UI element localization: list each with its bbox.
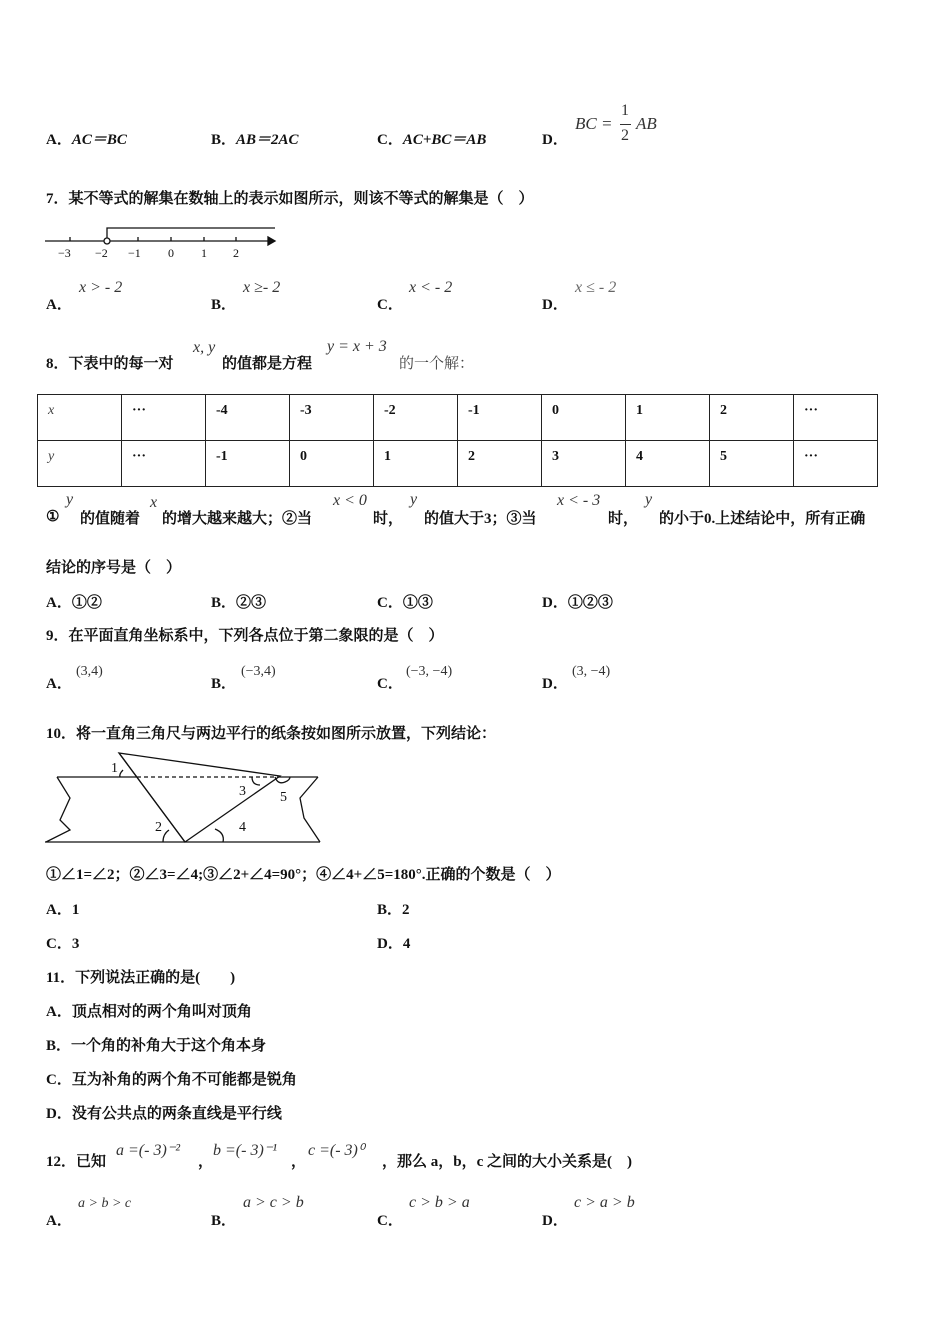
q9-option-d-letter: D． (542, 676, 568, 692)
q12-sep: ， (291, 1154, 307, 1170)
q9-option-a-letter: A． (46, 676, 72, 692)
table-cell: 2 (710, 395, 794, 441)
q6-option-d-rhs: AB (636, 114, 657, 133)
angle-label: 4 (239, 820, 246, 835)
q7-option-d: x ≤ - 2 (575, 279, 617, 296)
q8-option-a: A．①② (46, 595, 102, 611)
q7-option-a: x > - 2 (79, 279, 123, 296)
table-row (38, 441, 878, 487)
q8-text: 的小于0.上述结论中，所有正确 (659, 511, 866, 527)
q9-option-b-letter: B． (211, 676, 237, 692)
q6-option-d-letter: D． (542, 132, 568, 148)
table-cell: ··· (122, 441, 206, 487)
table-cell: ··· (122, 395, 206, 441)
table-cell: 2 (458, 441, 542, 487)
q12-option-a-letter: A． (46, 1213, 72, 1229)
axis-label: 2 (233, 246, 239, 260)
q8-condition: x < - 3 (557, 492, 601, 509)
angle-label: 3 (239, 784, 246, 799)
q11-stem: 11．下列说法正确的是( ) (46, 970, 236, 986)
q8-option-b: B．②③ (211, 595, 267, 611)
q12-b-expr: b =(- 3)⁻¹ (213, 1142, 278, 1159)
angle-label: 5 (280, 790, 287, 805)
q8-stem: 的一个解： (399, 356, 475, 372)
q10-option-b: B．2 (377, 902, 410, 918)
angle-label: 1 (111, 761, 118, 776)
q7-stem: 7．某不等式的解集在数轴上的表示如图所示，则该不等式的解集是（ ） (46, 191, 534, 207)
table-cell: 5 (710, 441, 794, 487)
q8-var: y (645, 491, 653, 508)
q12-option-d-letter: D． (542, 1213, 568, 1229)
table-cell: -4 (206, 395, 290, 441)
q12-stem: ，那么 a，b，c 之间的大小关系是( ) (382, 1154, 632, 1170)
angle-label: 2 (155, 820, 162, 835)
triangle-strip-figure (45, 753, 320, 842)
q12-option-b: a > c > b (243, 1194, 304, 1211)
q8-text: 时， (373, 511, 404, 527)
number-line (45, 228, 275, 245)
q8-var: y (410, 491, 418, 508)
q12-option-b-letter: B． (211, 1213, 237, 1229)
q10-statement: ①∠1=∠2；②∠3=∠4;③∠2+∠4=90°；④∠4+∠5=180°.正确的个数是（ ） (46, 867, 561, 883)
q8-option-d: D．①②③ (542, 595, 613, 611)
table-cell: 4 (626, 441, 710, 487)
q12-option-c: c > b > a (409, 1194, 470, 1211)
q12-a-expr: a =(- 3)⁻² (116, 1142, 181, 1159)
q9-option-b: (−3,4) (241, 664, 276, 679)
axis-label: −3 (58, 246, 71, 260)
q8-text: 时， (608, 511, 639, 527)
q11-option-b: B．一个角的补角大于这个角本身 (46, 1038, 267, 1054)
q8-condition: x < 0 (333, 492, 367, 509)
q12-option-c-letter: C． (377, 1213, 403, 1229)
q8-stem: 8．下表中的每一对 (46, 356, 174, 372)
q9-option-a: (3,4) (76, 664, 103, 679)
q12-stem: 12．已知 (46, 1154, 107, 1170)
q8-text: 的值随着 (80, 511, 141, 527)
q8-stem: 的值都是方程 (222, 356, 313, 372)
table-cell: -3 (290, 395, 374, 441)
q12-sep: ， (198, 1154, 214, 1170)
table-cell: x (38, 395, 122, 441)
q6-option-c: C．AC+BC＝AB (377, 132, 487, 148)
q12-option-a: a > b > c (78, 1196, 132, 1211)
table-cell: 0 (542, 395, 626, 441)
q12-option-d: c > a > b (574, 1194, 635, 1211)
q6-option-d-den: 2 (621, 127, 629, 144)
q9-option-d: (3, −4) (572, 664, 611, 679)
q8-var: x (150, 494, 158, 511)
q7-option-b: x ≥- 2 (243, 279, 281, 296)
q8-option-c: C．①③ (377, 595, 433, 611)
q6-option-b: B．AB＝2AC (211, 132, 299, 148)
q8-text: 的值大于3；③当 (424, 511, 537, 527)
table-cell: ··· (794, 395, 878, 441)
q11-option-a: A．顶点相对的两个角叫对顶角 (46, 1004, 252, 1020)
q10-stem: 10．将一直角三角尺与两边平行的纸条按如图所示放置，下列结论： (46, 726, 497, 742)
q6-option-a: A．AC＝BC (46, 132, 127, 148)
q12-c-expr: c =(- 3)⁰ (308, 1142, 365, 1159)
q8-var: y (66, 491, 74, 508)
table-cell: -2 (374, 395, 458, 441)
q8-text: 结论的序号是（ ） (46, 560, 182, 576)
axis-label: −1 (128, 246, 141, 260)
q10-option-a: A．1 (46, 902, 80, 918)
table-cell: -1 (206, 441, 290, 487)
q10-option-d: D．4 (377, 936, 411, 952)
q9-option-c-letter: C． (377, 676, 403, 692)
q11-option-c: C．互为补角的两个角不可能都是锐角 (46, 1072, 297, 1088)
q10-option-c: C．3 (46, 936, 80, 952)
q6-option-d-lhs: BC = (575, 114, 613, 133)
q7-option-b-letter: B． (211, 297, 237, 313)
table-cell: 1 (626, 395, 710, 441)
q7-option-a-letter: A． (46, 297, 72, 313)
q9-option-c: (−3, −4) (406, 664, 453, 679)
q8-text: 的增大越来越大；②当 (162, 511, 313, 527)
axis-label: 1 (201, 246, 207, 260)
table-row (38, 395, 878, 441)
axis-label: −2 (95, 246, 108, 260)
q7-option-c-letter: C． (377, 297, 403, 313)
q8-equation: y = x + 3 (327, 338, 387, 355)
axis-label: 0 (168, 246, 174, 260)
table-cell: 0 (290, 441, 374, 487)
table-cell: 3 (542, 441, 626, 487)
q7-option-c: x < - 2 (409, 279, 453, 296)
q11-option-d: D．没有公共点的两条直线是平行线 (46, 1106, 282, 1122)
table-cell: 1 (374, 441, 458, 487)
q8-text: ① (46, 509, 60, 525)
table-cell: ··· (794, 441, 878, 487)
q9-stem: 9．在平面直角坐标系中，下列各点位于第二象限的是（ ） (46, 628, 444, 644)
q8-table (37, 394, 878, 487)
q6-option-d-num: 1 (621, 102, 629, 119)
table-cell: -1 (458, 395, 542, 441)
table-cell: y (38, 441, 122, 487)
q7-option-d-letter: D． (542, 297, 568, 313)
q8-vars: x, y (193, 339, 216, 356)
